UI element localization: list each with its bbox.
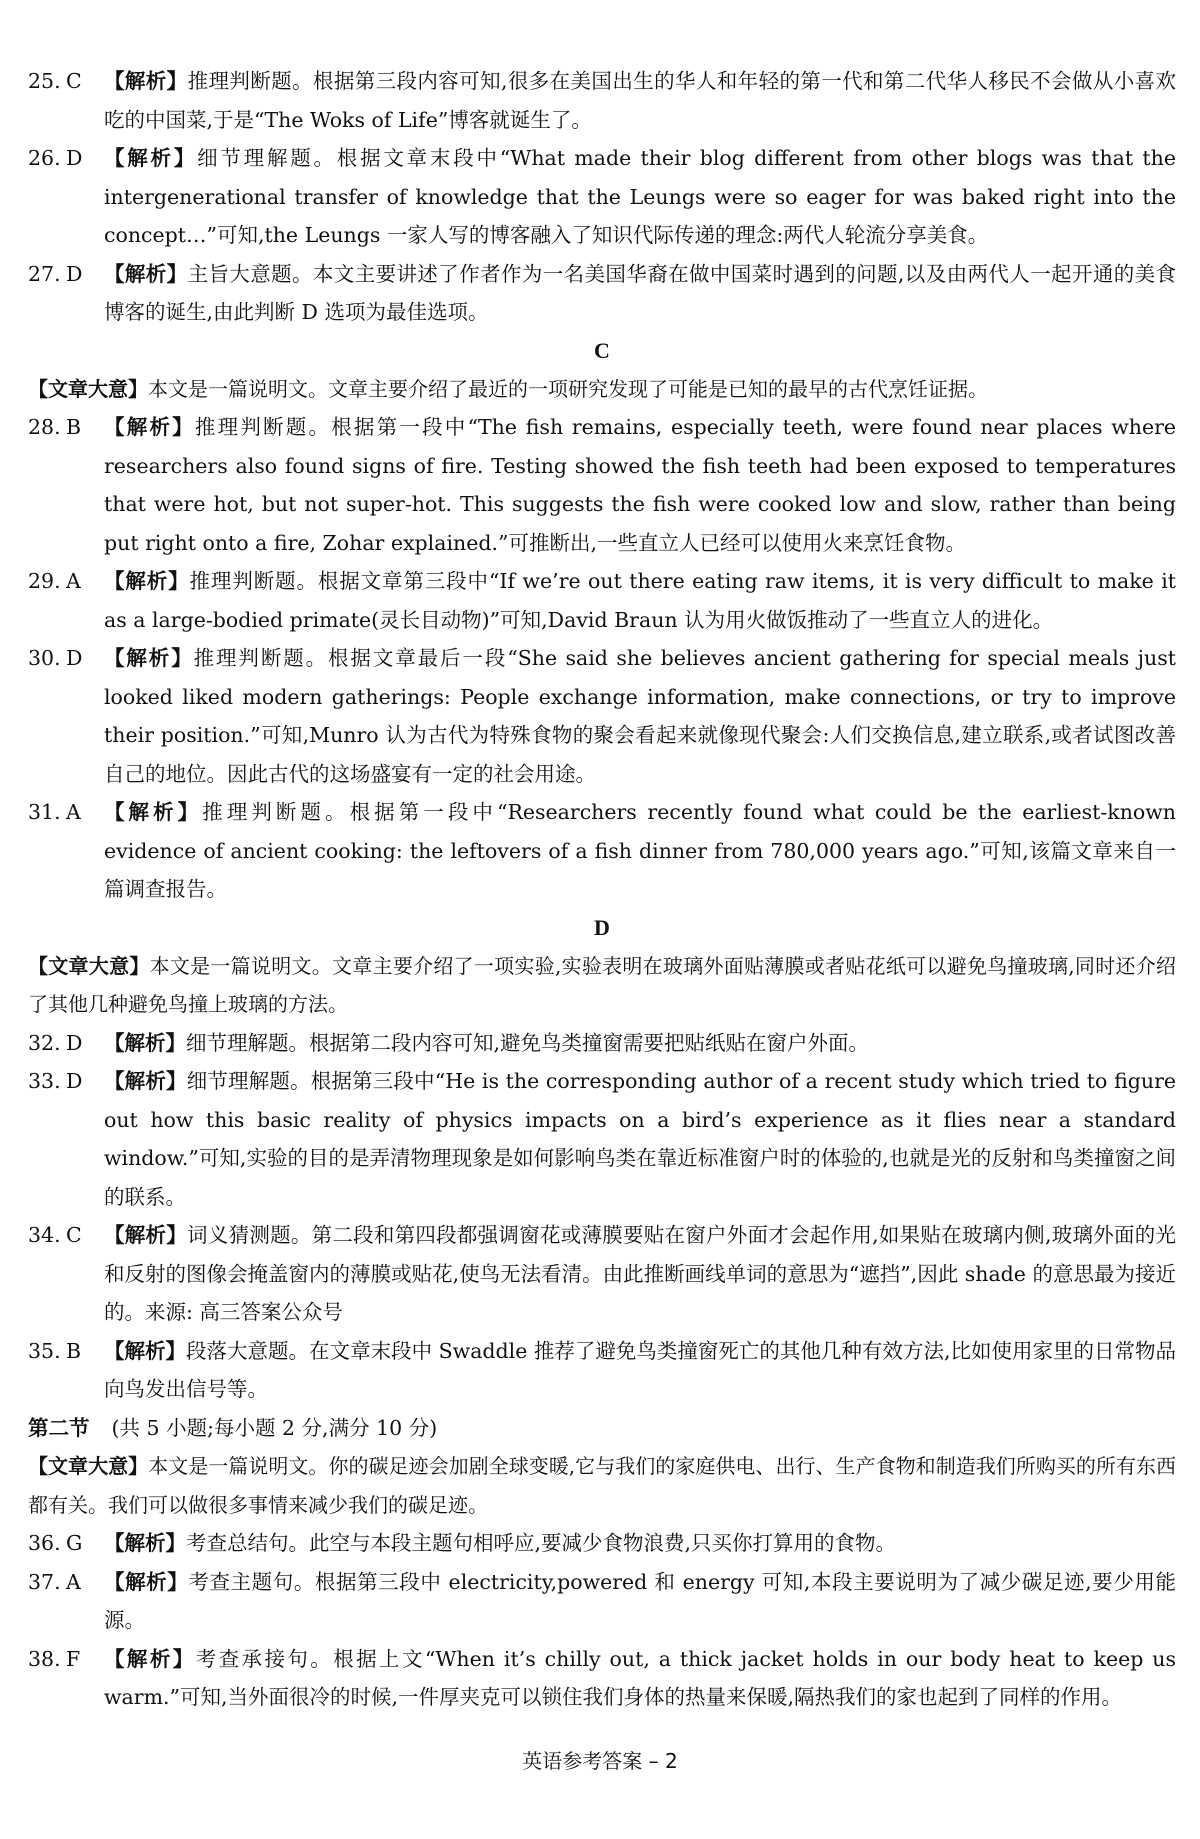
section-d-title: D xyxy=(594,914,610,940)
answer-item: 35. B 【解析】段落大意题。在文章末段中 Swaddle 推荐了避免鸟类撞窗死亡的其他几种有效方法,比如使用家里的日常物品向鸟发出信号等。 xyxy=(28,1338,1177,1401)
answer-item: 37. A 【解析】考查主题句。根据第三段中 electricity,powered 和 energy 可知,本段主要说明为了减少碳足迹,要少用能源。 xyxy=(28,1569,1177,1632)
answer-item: 36. G 【解析】考查总结句。此空与本段主题句相呼应,要减少食物浪费,只买你打算用的食物。 xyxy=(28,1531,897,1555)
section-d-summary: 【文章大意】本文是一篇说明文。文章主要介绍了一项实验,实验表明在玻璃外面贴薄膜或者贴花纸可以避免鸟撞玻璃,同时还介绍了其他几种避免鸟撞上玻璃的方法。 xyxy=(28,953,1176,1016)
answer-item: 29. A 【解析】推理判断题。根据文章第三段中“If we’re out there eating raw items, it is very difficult to make it as a large-bodied primate(灵长目动物)”可知,David Braun 认为用火做饭推动了一些直立人的进化。 xyxy=(28,569,1176,632)
section-c-title: C xyxy=(594,337,610,363)
answer-item: 28. B 【解析】推理判断题。根据第一段中“The fish remains, especially teeth, were found near places where researchers also found signs of fire. Testing showed the fish teeth had been exposed to temperatures that were hot, but not super-hot. This suggests the fish were cooked low and slow, rather than being put right onto a fire, Zohar explained.”可推断出,一些直立人已经可以使用火来烹饪食物。 xyxy=(28,415,1177,555)
page-footer: 英语参考答案 – 2 xyxy=(522,1749,678,1773)
answer-item: 26. D 【解析】细节理解题。根据文章末段中“What made their blog different from other blogs was that the intergenerational transfer of knowledge that the Leungs were so eager for was baked right into the concept…”可知,the Leungs 一家人写的博客融入了知识代际传递的理念:两代人轮流分享美食。 xyxy=(28,146,1177,247)
part-two-heading: 第二节 (共 5 小题;每小题 2 分,满分 10 分) xyxy=(28,1415,438,1440)
section-c-summary: 【文章大意】本文是一篇说明文。文章主要介绍了最近的一项研究发现了可能是已知的最早的古代烹饪证据。 xyxy=(28,376,988,401)
answer-item: 30. D 【解析】推理判断题。根据文章最后一段“She said she believes ancient gathering for special meals just looked liked modern gatherings: People exchange information, make connections, or try to improve their position.”可知,Munro 认为古代为特殊食物的聚会看起来就像现代聚会:人们交换信息,建立联系,或者试图改善自己的地位。因此古代的这场盛宴有一定的社会用途。 xyxy=(28,646,1177,786)
answer-item: 38. F 【解析】考查承接句。根据上文“When it’s chilly out, a thick jacket holds in our body heat to keep us warm.”可知,当外面很冷的时候,一件厚夹克可以锁住我们身体的热量来保暖,隔热我们的家也起到了同样的作用。 xyxy=(28,1646,1177,1709)
answer-item: 27. D 【解析】主旨大意题。本文主要讲述了作者作为一名美国华裔在做中国菜时遇到的问题,以及由两代人一起开通的美食博客的诞生,由此判断 D 选项为最佳选项。 xyxy=(28,261,1177,324)
answer-item: 25. C 【解析】推理判断题。根据第三段内容可知,很多在美国出生的华人和年轻的第一代和第二代华人移民不会做从小喜欢吃的中国菜,于是“The Woks of Life”博客就诞生了。 xyxy=(28,69,1177,132)
answer-item: 31. A 【解析】推理判断题。根据第一段中“Researchers recently found what could be the earliest-known evidence of ancient cooking: the leftovers of a fish dinner from 780,000 years ago.”可知,该篇文章来自一篇调查报告。 xyxy=(28,800,1176,901)
answer-item: 34. C 【解析】词义猜测题。第二段和第四段都强调窗花或薄膜要贴在窗户外面才会起作用,如果贴在玻璃内侧,玻璃外面的光和反射的图像会掩盖窗内的薄膜或贴花,使鸟无法看清。由此推断画线单词的意思为“遮挡”,因此 shade 的意思最为接近的。来源: 高三答案公众号 xyxy=(28,1223,1177,1324)
answer-page xyxy=(28,62,1176,1717)
answer-item: 33. D 【解析】细节理解题。根据第三段中“He is the corresponding author of a recent study which tried to figure out how this basic reality of physics impacts on a bird’s experience as it flies near a standard window.”可知,实验的目的是弄清物理现象是如何影响鸟类在靠近标准窗户时的体验的,也就是光的反射和鸟类撞窗之间的联系。 xyxy=(28,1069,1176,1209)
part-two-items xyxy=(28,1524,1176,1717)
section-c-items xyxy=(28,408,1176,909)
answer-item: 32. D 【解析】细节理解题。根据第二段内容可知,避免鸟类撞窗需要把贴纸贴在窗户外面。 xyxy=(28,1030,870,1055)
items-top xyxy=(28,62,1176,332)
section-d-items xyxy=(28,1024,1176,1409)
part-two-summary: 【文章大意】本文是一篇说明文。你的碳足迹会加剧全球变暖,它与我们的家庭供电、出行、生产食物和制造我们所购买的所有东西都有关。我们可以做很多事情来减少我们的碳足迹。 xyxy=(28,1454,1177,1517)
